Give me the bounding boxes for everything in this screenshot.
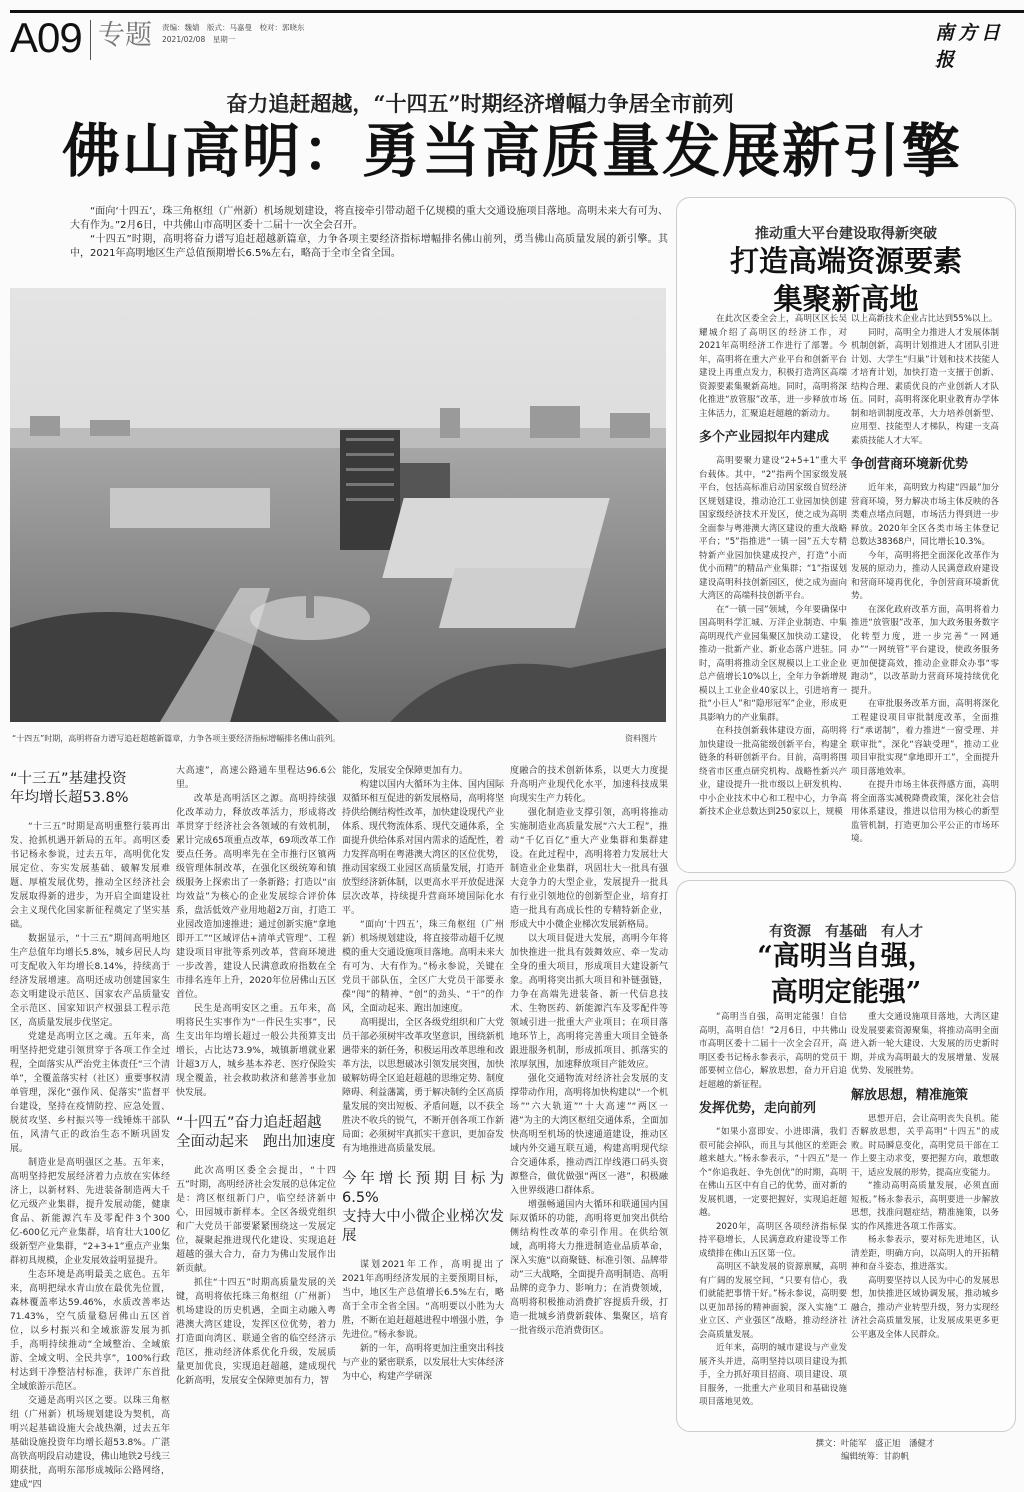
subheading-line: 全面动起来 跑出加速度 (176, 1134, 336, 1150)
article-column-2 (176, 764, 336, 1470)
subheading: 解放思想，精准施策 (851, 1087, 969, 1103)
subheading-line: 支持大中小微企业梯次发展 (342, 1209, 504, 1244)
paragraph: 高明区不缺发展的资源禀赋，高明有广阔的发展空间，“只要有信心，我们就能把事情干好。”杨永参说，高明要以更加昂扬的精神面貌，深入实施“工业立区、产业强区”战略，推动经济社会高质量发展。 (699, 1262, 847, 1340)
intro-paragraph: “十四五”时期，高明将奋力谱写追赶超越新篇章，力争各项主要经济指标增幅排名佛山前列，勇当佛山高质量发展的新引擎。其中，2021年高明地区生产总值预期增长6.5%左右，略高于全市全省全国。 (70, 234, 668, 259)
sidebar-column-a (699, 313, 847, 868)
paragraph: 思想开启，会让高明丧失良机。能否解放思想，关乎高明“十四五”的成败。时局瞬息变化，高明党员干部在工作上要主动求变，要把握方向，敢想敢干，适应发展的形势，提高应变能力。 (851, 1113, 999, 1178)
subheading (176, 1114, 336, 1152)
subheading: 发挥优势，走向前列 (699, 1101, 817, 1116)
paragraph: 度融合的技术创新体系，以更大力度提升高明产业现代化水平，加速科技成果向现实生产力转化。 (510, 766, 668, 804)
paragraph: 谋划2021年工作，高明提出了2021年高明经济发展的主要预期目标，当中，地区生产总值增长6.5%左右，略高于全市全省全国。“高明要以小胜为大胜，不断在追赶超越进程中增强小胜，争先进位。”杨永参说。 (342, 1260, 505, 1340)
masthead-rule (10, 10, 1024, 13)
lead-kicker: 奋力追赶超越，“十四五”时期经济增幅力争居全市前列 (226, 91, 734, 116)
paragraph: 大高速”，高速公路通车里程达96.6公里。 (176, 766, 336, 790)
paragraph: 近年来，高明致力构建“四最”加分营商环境，努力解决市场主体反映的各类难点堵点问题，市场活力得到进一步释放。2020年全区各类市场主体登记总数达38368户，同比增长10.3%。 (851, 483, 999, 547)
lead-intro (70, 205, 668, 261)
paragraph: 增强畅通国内大循环和联通国内国际双循环的功能，高明将更加突出供给侧结构性改革的牵引作用。在供给领域，高明将大力推进制造业品质革命，深入实施“以商聚链、标准引领、品牌带动”三大战略，全面提升高明制造、高明品牌的竞争力、影响力；在消费领域，高明将积极推动消费扩容提质升级，打造一批城乡消费新载体、集聚区，培育一批省级示范消费街区。 (510, 1200, 668, 1336)
article-column-3 (342, 764, 504, 1470)
paragraph: 在科技创新载体建设方面，高明将加快建设一批高能级创新平台，构建全链条的科研创新平台。目前，高明将围绕省市区重点研究机构、战略性新兴产业，建设提升一批市级以上研发机构、中小企业技术中心和工程中心，力争高新技术企业总数达到250家以上，规模 (699, 726, 847, 817)
subheading-line: 今年增长预期目标为6.5% (342, 1171, 504, 1206)
photo-caption: “十四五”时期，高明将奋力谱写追赶超越新篇章，力争各项主要经济指标增幅排名佛山前列。 (12, 734, 341, 743)
paragraph: 高明要聚力建设“2+5+1”重大平台载体。其中，“2”指两个国家级发展平台，包括高标准启动国家级自贸经济区规划建设，推动沧江工业园加快创建国家级经济技术开发区，使之成为高明全面参与粤港澳大湾区建设的重大战略平台；“5”指推进“一镇一园”五大专精特新产业园加快建成投产，打造“小而优小而精”的精品产业集群；“1”指谋划建设高明科技创新园区，使之成为面向大湾区的高端科技创新平台。 (699, 456, 847, 601)
sidebar-column-b (851, 313, 999, 868)
editors-credit: 责编：魏婧 版式：马嘉曼 校对：郭晓东 (162, 23, 305, 32)
paragraph: 2020年，高明区各项经济指标保持平稳增长，人民满意政府建设等工作成绩排在佛山五区第一位。 (699, 1221, 847, 1259)
aerial-photo (10, 288, 666, 722)
newspaper-logo: 南方日报 (935, 22, 1005, 71)
paragraph: 在“一镇一园”领域，今年要确保中国高明科学汇城、万洋企业制造、中集高明现代产业园集聚区加快动工建设，推动一批新产业、新业态落户进驻。同时，高明将推动全区规模以上工业企业总产值增长10%以上，全年力争新增规模以上工业企业40家以上，引进培育一批“小巨人”和“隐形冠军”企业，形成更具影响力的产业集群。 (699, 604, 847, 723)
paragraph: 生态环境是高明最美之底色。五年来，高明把绿水青山放在最优先位置，森林覆盖率达59.46%，水质改善率达71.43%，空气质量稳居佛山五区首位，以乡村振兴和全域旅游发展为抓手，高明持续推动“全域整治、全域旅游、全域文明、全民共享”，100%行政村达到干净整洁村标准，获评广东首批全域旅游示范区。 (10, 1270, 170, 1392)
sidebar-article-platforms (676, 197, 1016, 873)
sidebar-kicker: 有资源 有基础 有人才 (769, 924, 923, 940)
sidebar-title-line: 高明定能强” (770, 977, 922, 1008)
byline-writers: 撰文：叶能军 盛正旭 潘健才 (815, 1439, 935, 1449)
subheading (10, 770, 170, 808)
subheading-line: “十四五”奋力追赶超越 (176, 1115, 322, 1131)
paragraph: 在审批服务改革方面，高明将深化工程建设项目审批制度改革，全面推行“承诺制”，着力推进“一窗受理、并联审批”，深化“容缺受理”，推动工业项目审批实现“拿地即开工”，全面提升项目落地效率。 (851, 699, 999, 777)
subheading: 争创营商环境新优势 (851, 457, 969, 472)
paragraph: 以大项目促进大发展，高明今年将加快推进一批具有鼓舞效应、牵一发动全身的重大项目，形成项目大建设新气象。高明将突出抓大项目和补链强链，力争在高端先进装备、新一代信息技术、生物医药、新能源汽车及零配件等领域引进一批重大产业项目；在项目落地环节上，高明将完善重大项目全链条跟进服务机制，形成抓项目、抓落实的浓厚氛围，加速释放项目产能效应。 (510, 934, 668, 1070)
paragraph: 近年来，高明的城市建设与产业发展齐头并进，高明坚持以项目建设为抓手，全力抓好项目招商、项目建设、项目服务，一批重大产业项目和基础设施项目落地见效。 (699, 1343, 847, 1407)
paragraph: 强化制造业支撑引领，高明将推动实施制造业高质量发展“六大工程”，推动“千亿百亿”重大产业集群和集群建设。在此过程中，高明将着力发展壮大制造业企业集群，巩固壮大一批具有强大竞争力的大型企业，发展提升一批具有行业引领地位的创新型企业，培育打造一批具有高成长性的专精特新企业，形成大中小微企业梯次发展新格局。 (510, 808, 668, 930)
paragraph: 高明要坚持以人民为中心的发展思想，加快推进区域协调发展，推动城乡融合，推动产业转型升级，努力实现经济社会高质量发展，让发展成果更多更公平惠及全体人民群众。 (851, 1275, 999, 1340)
divider (90, 20, 91, 60)
paragraph: “十三五”时期是高明重整行装再出发、抢抓机遇开新局的五年。高明区委书记杨永参说，过去五年，高明优化发展定位、夯实发展基础、破解发展难题、厚植发展优势，推动全区经济社会发展取得新的进步，为开启全面建设社会主义现代化国家新征程奠定了坚实基础。 (10, 822, 170, 930)
paragraph: 在此次区委全会上，高明区区长吴耀城介绍了高明区的经济工作，对2021年高明经济工作进行了部署。今年，高明将在重大产业平台和创新平台建设上再重点发力，积极打造湾区高端资源要素集聚新高地。同时，高明将深化推进“放管服”改革，进一步释放市场主体活力，汇聚追赶超越的新动力。 (699, 314, 847, 419)
paragraph: 同时，高明全力推进人才发展体制机制创新，高明计划推进人才团队引进计划、大学生“归巢”计划和技术技能人才培育计划，加快打造一支擅于创新、结构合理、素质优良的产业创新人才队伍。同时，高明将深化职业教育办学体制和培训制度改革，大力培养创新型、应用型、技能型人才梯队，构建一支高素质技能人才大军。 (851, 327, 999, 446)
paragraph: 强化交通物流对经济社会发展的支撑带动作用，高明将加快构建以“一个机场”“六大轨道”“十大高速”“两区一港”为主的大湾区枢纽交通体系，全面加快高明至机场的快速通道建设，推动区域内外交通互联互通，构建高明现代综合交通体系，推动西江岸线港口码头资源整合，做优做强“两区一港”，积极融入世界级港口群体系。 (510, 1074, 668, 1196)
subheading: 多个产业园拟年内建成 (699, 430, 830, 445)
sidebar-column-a (699, 1011, 847, 1426)
paragraph: 高明提出，全区各级党组织和广大党员干部必须树牢改革攻坚意识，围绕新机遇带来的新任务，积极运用改革思维和改革方法，以思想破冰引领发展突围，加快破解妨碍全区追赶超越的思维定势、制度障碍、利益藩篱，勇于解决制约全区高质量发展的突出短板、矛盾问题，以不获全胜决不收兵的锐气，不断开创各项工作新局面；必须树牢真抓实干意识，更加奋发有为地推进高质量发展。 (342, 1018, 505, 1154)
photo-credit: 资料图片 (625, 734, 657, 743)
sidebar-article-confidence (676, 880, 1016, 1432)
paragraph: 数据显示，“十三五”期间高明地区生产总值年均增长5.8%，城乡居民人均可支配收入年均增长8.14%，持续高于经济发展增速。高明还成功创建国家生态文明建设示范区、国家农产品质量安全示范区、国家知识产权强县工程示范区，高质量发展步伐坚定。 (10, 934, 170, 1028)
lead-headline: 佛山高明：勇当高质量发展新引擎 (61, 117, 962, 185)
sidebar-title (677, 242, 1015, 318)
subheading-line: 年均增长超53.8% (10, 790, 129, 806)
paragraph: “面向‘十四五’，珠三角枢纽（广州新）机场规划建设，将直接带动超千亿规模的重大交通设施项目落地。高明未来大有可为、大有作为。”杨永参说，关键在党员干部队伍，全区广大党员干部要永葆“闯”的精神、“创”的劲头、“干”的作风，全面动起来、跑出加速度。 (342, 920, 505, 1014)
sidebar-title-line: 集聚新高地 (773, 282, 919, 316)
paragraph: “如果小富即安、小进即满，我们很可能会掉队，而且与其他区的差距会越来越大。”杨永参表示，“十四五”是一个“你追我赶、争先创优”的时期，高明在佛山五区中有自己的优势，面对新的发展机遇，一定要把握好，实现追赶超越。 (699, 1127, 847, 1218)
sidebar-title-line: “高明当自强， (757, 941, 935, 972)
paragraph: 在深化政府改革方面，高明将着力推进“放管服”改革，加大政务服务数字化转型力度，进一步完善“一网通办”“一网统管”平台建设，使政务服务更加便捷高效，推动企业群众办事“零跑动”，以改革助力营商环境持续优化提升。 (851, 604, 999, 696)
sidebar-kicker: 推动重大平台建设取得新突破 (755, 226, 937, 242)
article-column-4 (510, 764, 668, 1470)
section-name: 专题 (98, 20, 152, 51)
paragraph: 制造业是高明强区之基。五年来，高明坚持把发展经济着力点放在实体经济上，以新材料、先进装备制造两大千亿元级产业集群，提升发展动能，健康食品、新能源汽车及零配件3个300亿-600亿元产业集群，培育壮大100亿级新型产业集群，“2+3+1”重点产业集群初具规模，企业发展效益明显提升。 (10, 1158, 170, 1266)
paragraph: 在提升市场主体获得感方面，高明将全面落实减税降费政策，深化社会信用体系建设，推进以信用为核心的新型监管机制，打造更加公平公正的市场环境。 (851, 780, 999, 844)
paragraph: 构建以国内大循环为主体、国内国际双循环相互促进的新发展格局，高明将坚持供给侧结构性改革，加快建设现代产业体系、现代物流体系、现代交通体系，全面提升供给体系对国内需求的适配性，着力发挥高明在粤港澳大湾区的区位优势，推动国家级工业园区高质量发展，打造开放型经济新体制，以更高水平开放促进深层次改革，持续提升营商环境国际化水平。 (342, 780, 505, 916)
paragraph: 抓住“十四五”时期高质量发展的关键，高明将依托珠三角枢纽（广州新）机场建设的历史机遇，全面主动融入粤港澳大湾区建设，发挥区位优势，着力打造面向湾区、联通全省的临空经济示范区，推动经济体系优化升级，发展质量更加优良，实现追赶超越，建成现代化新高明，发展安全保障更加有力，智 (176, 1278, 336, 1386)
paragraph: 此次高明区委全会提出，“十四五”时期，高明经济社会发展的总体定位是：湾区枢纽新门户，临空经济新中心，田园城市新样本。全区各级党组织和广大党员干部要紧紧围绕这一发展定位，凝聚起推进现代化建设、实现追赶超越的强大合力，奋力为佛山发展作出新贡献。 (176, 1166, 336, 1274)
paragraph: 以上高新技术企业占比达到55%以上。 (851, 314, 998, 324)
paragraph: 交通是高明兴区之要。以珠三角枢纽（广州新）机场规划建设为契机，高明兴起基础设施大会战热潮，过去五年基础设施投资年均增长超53.8%。广湛高铁高明段启动建设，佛山地铁2号线三期获批，高明东部形成城际公路网络，建成“四 (10, 1396, 170, 1490)
page-number: A09 (10, 14, 82, 61)
subheading-line: “十三五”基建投资 (10, 771, 127, 787)
issue-date: 2021/02/08 星期一 (162, 35, 236, 44)
sidebar-title-line: 打造高端资源要素 (729, 244, 962, 278)
subheading (342, 1170, 504, 1246)
paragraph: 能化，发展安全保障更加有力。 (342, 766, 469, 776)
paragraph: 新的一年，高明将更加注重突出科技与产业的紧密联系，以发展壮大实体经济为中心，构建产学研深 (342, 1344, 505, 1382)
paragraph: 杨永参表示，要对标先进地区，认清差距，明确方向，以高明人的开拓精神和奋斗姿态，推进落实。 (851, 1235, 999, 1272)
sidebar-title (677, 939, 1015, 1011)
aerial-photo-image (10, 288, 666, 722)
article-column-1 (10, 770, 170, 1490)
paragraph: “推动高明高质量发展，必须直面短板。”杨永参表示，高明要进一步解放思想，找准问题症结，精准施策，以务实的作风推进各项工作落实。 (851, 1181, 999, 1232)
paragraph: 党建是高明立区之魂。五年来，高明坚持把党建引领贯穿于各项工作全过程，全面落实从严治党主体责任“三个清单”，全覆盖落实村（社区）重要事权清单管理，深化“强作风、促落实”监督平台建设，坚持在疫情防控、应急处置、脱贫攻坚、乡村振兴等一线锤炼干部队伍，风清气正的政治生态不断巩固发展。 (10, 1032, 170, 1154)
byline (790, 1438, 960, 1464)
sidebar-column-b (851, 1011, 999, 1426)
paragraph: 民生是高明安区之重。五年来，高明将民生实事作为“一件民生实事”，民生支出年均增长超过一般公共预算支出增长，占比达73.9%，城镇新增就业累计超3万人，城乡基本养老、医疗保险实现全覆盖，社会救助救济和慈善事业加快发展。 (176, 1004, 336, 1098)
intro-paragraph: “面向‘十四五’，珠三角枢纽（广州新）机场规划建设，将直接牵引带动超千亿规模的重大交通设施项目落地。高明未来大有可为、大有作为。”2月6日，中共佛山市高明区委十二届十一次全会召开。 (70, 206, 668, 231)
paragraph: 改革是高明活区之源。高明持续强化改革动力，释放改革活力，形成将改革贯穿于经济社会各领域的有效机制，累计完成65项重点改革，69项改革工作要点任务。高明率先在全市推行区镇两级管理体制改革，在强化区级统筹和镇级服务上探索出了一条新路；打造以“亩均效益”为核心的企业发展综合评价体系，盘活低效产业用地超2万亩，打造工业园改造加速推进；通过创新实施“拿地即开工”“区域评估+清单式管理”、工程建设项目审批等系列改革，营商环境进一步改善，建设人民满意政府指数在全市排名连年上升，2020年位居佛山五区首位。 (176, 794, 336, 1000)
paragraph: 重大交通设施项目落地，大湾区建设发展要素资源聚集，将推动高明全面进入新一轮大建设、大发展的历史新时期，并成为高明最大的发展增量、发展优势、发展胜势。 (851, 1012, 999, 1076)
paragraph: “高明当自强，高明定能强！自信高明，高明自信！”2月6日，中共佛山市高明区委十二届十一次全会召开，高明区委书记杨永参表示，高明的党员干部要树立信心，解放思想，奋力开启追赶超越的新征程。 (699, 1012, 847, 1090)
byline-editor: 编辑统筹：甘韵帆 (840, 1452, 909, 1462)
paragraph: 今年，高明将把全面深化改革作为发展的原动力，推动人民满意政府建设和营商环境再优化，争创营商环境新优势。 (851, 550, 999, 601)
